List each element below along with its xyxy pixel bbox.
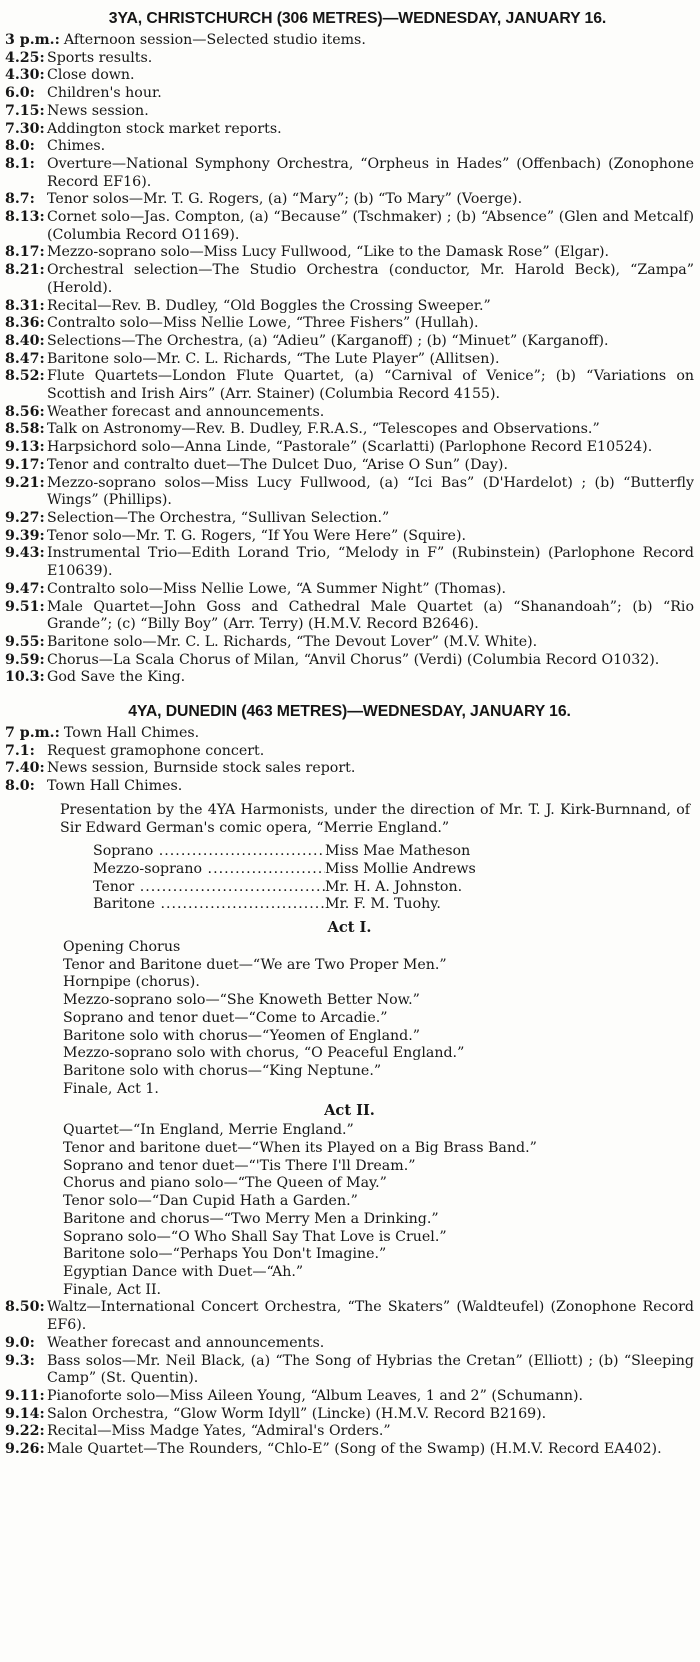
item-description: Selection—The Orchestra, “Sullivan Selection.”	[47, 509, 390, 526]
item-description: Flute Quartets—London Flute Quartet, (a) “Carnival of Venice”; (b) “Variations on Scottish and Irish Airs” (Arr. Stainer) (Columbia Record 4155).	[47, 368, 694, 403]
item-description: News session, Burnside stock sales report.	[47, 760, 356, 777]
item-description: Recital—Miss Madge Yates, “Admiral's Orders.”	[47, 1423, 391, 1440]
item-time: 9.47:	[5, 580, 45, 597]
act-item: Tenor and baritone duet—“When its Played on a Big Brass Band.”	[63, 1140, 537, 1157]
cast-singer: Miss Mae Matheson	[325, 843, 471, 860]
item-description: Tenor solos—Mr. T. G. Rogers, (a) “Mary”; (b) “To Mary” (Voerge).	[47, 191, 523, 208]
act-title: Act II.	[324, 1102, 375, 1120]
act-item: Soprano solo—“O Who Shall Say That Love is Cruel.”	[63, 1228, 447, 1245]
item-description: Weather forecast and announcements.	[47, 403, 325, 420]
act-item: Baritone solo with chorus—“Yeomen of England.”	[63, 1027, 421, 1044]
item-time: 10.3:	[5, 669, 45, 686]
programme-item	[5, 32, 694, 50]
act-title: Act I.	[327, 919, 372, 937]
cast-row	[93, 861, 694, 879]
programme-item	[5, 103, 694, 121]
act-item: Opening Chorus	[63, 939, 181, 956]
programme-item	[5, 315, 694, 333]
act-item: Soprano and tenor duet—“'Tis There I'll Dream.”	[63, 1157, 416, 1174]
item-description: Afternoon session—Selected studio items.	[63, 32, 366, 48]
programme-item	[5, 1423, 694, 1441]
presentation-note: Presentation by the 4YA Harmonists, under the direction of Mr. T. J. Kirk-Burnnand, of Sir Edward German's comic opera, “Merrie England.”	[60, 801, 690, 836]
programme-item	[5, 368, 694, 403]
station-heading-4ya: 4YA, DUNEDIN (463 METRES)—WEDNESDAY, JANUARY 16.	[128, 703, 571, 721]
item-time: 9.13:	[5, 439, 45, 456]
cast-row	[93, 896, 694, 914]
cast-role: Tenor .....	[93, 879, 325, 897]
programme-item	[5, 333, 694, 351]
item-time: 8.7:	[5, 191, 35, 208]
item-time: 7 p.m.:	[5, 725, 60, 742]
item-time: 9.26:	[5, 1441, 45, 1458]
item-description: Talk on Astronomy—Rev. B. Dudley, F.R.A.S., “Telescopes and Observations.”	[47, 421, 600, 438]
item-time: 8.0:	[5, 138, 35, 155]
programme-item	[5, 298, 694, 316]
programme-item	[5, 528, 694, 546]
act-item: Egyptian Dance with Duet—“Ah.”	[63, 1264, 304, 1280]
programme-item	[5, 1353, 694, 1388]
item-time: 9.43:	[5, 545, 45, 562]
programme-item	[5, 404, 694, 422]
item-description: Mezzo-soprano solos—Miss Lucy Fullwood, (a) “Ici Bas” (D'Hardelot) ; (b) “Butterfly Wings” (Phillips).	[47, 474, 694, 509]
item-description: Baritone solo—Mr. C. L. Richards, “The Lute Player” (Allitsen).	[47, 350, 500, 367]
cast-row	[93, 843, 694, 861]
item-time: 8.47:	[5, 350, 45, 367]
station-heading-3ya: 3YA, CHRISTCHURCH (306 METRES)—WEDNESDAY, JANUARY 16.	[108, 10, 607, 27]
item-description: God Save the King.	[47, 669, 186, 686]
item-time: 7.40:	[5, 760, 45, 777]
act-item: Baritone solo—“Perhaps You Don't Imagine.”	[63, 1246, 387, 1263]
item-description: Male Quartet—The Rounders, “Chlo-E” (Song of the Swamp) (H.M.V. Record EA402).	[47, 1441, 662, 1458]
programme-item	[5, 421, 694, 439]
item-time: 8.17:	[5, 244, 45, 261]
item-description: Close down.	[47, 67, 135, 84]
programme-item	[5, 599, 694, 634]
item-time: 8.40:	[5, 332, 45, 349]
item-time: 6.0:	[5, 85, 35, 102]
programme-item	[5, 1335, 694, 1353]
programme-item	[5, 1406, 694, 1424]
item-time: 8.21:	[5, 262, 45, 279]
item-time: 8.31:	[5, 297, 45, 314]
item-description: Town Hall Chimes.	[47, 778, 183, 795]
programme-item	[5, 191, 694, 209]
item-description: Addington stock market reports.	[47, 120, 282, 137]
programme-item	[5, 67, 694, 85]
item-time: 8.13:	[5, 209, 45, 226]
item-time: 4.25:	[5, 49, 45, 66]
programme-item	[5, 262, 694, 297]
item-time: 9.55:	[5, 633, 45, 650]
programme-item	[5, 209, 694, 244]
programme-item	[5, 760, 694, 778]
item-description: Baritone solo—Mr. C. L. Richards, “The Devout Lover” (M.V. White).	[47, 633, 538, 650]
act-item: Quartet—“In England, Merrie England.”	[63, 1122, 354, 1139]
act-item-list	[63, 1122, 694, 1299]
act-item: Hornpipe (chorus).	[63, 974, 200, 991]
programme-item	[5, 351, 694, 369]
item-time: 7.15:	[5, 102, 45, 119]
item-time: 9.21:	[5, 474, 45, 491]
item-description: Tenor and contralto duet—The Dulcet Duo, “Arise O Sun” (Day).	[47, 456, 508, 473]
item-description: Contralto solo—Miss Nellie Lowe, “A Summer Night” (Thomas).	[47, 580, 507, 597]
item-time: 8.0:	[5, 778, 35, 795]
programme-item	[5, 725, 694, 743]
act-item: Chorus and piano solo—“The Queen of May.”	[63, 1175, 387, 1192]
item-time: 3 p.m.:	[5, 32, 60, 48]
programme-item	[5, 652, 694, 670]
programme-item	[5, 743, 694, 761]
programme-item	[5, 581, 694, 599]
act-item: Soprano and tenor duet—“Come to Arcadie.”	[63, 1009, 388, 1026]
item-description: Tenor solo—Mr. T. G. Rogers, “If You Were Here” (Squire).	[47, 527, 467, 544]
act-item: Finale, Act II.	[63, 1281, 162, 1298]
programme-item	[5, 475, 694, 510]
programme-item	[5, 545, 694, 580]
item-time: 8.1:	[5, 155, 35, 172]
item-description: Children's hour.	[47, 85, 162, 102]
item-description: Town Hall Chimes.	[63, 725, 200, 742]
item-description: Request gramophone concert.	[47, 742, 265, 759]
item-description: Bass solos—Mr. Neil Black, (a) “The Song of Hybrias the Cretan” (Elliott) ; (b) “Sleeping Camp” (St. Quentin).	[47, 1352, 694, 1387]
programme-item	[5, 1299, 694, 1334]
item-description: Weather forecast and announcements.	[47, 1334, 325, 1351]
item-description: Mezzo-soprano solo—Miss Lucy Fullwood, “Like to the Damask Rose” (Elgar).	[47, 244, 609, 261]
item-description: Harpsichord solo—Anna Linde, “Pastorale” (Scarlatti) (Parlophone Record E10524).	[47, 439, 653, 456]
item-time: 9.59:	[5, 651, 45, 668]
item-description: Recital—Rev. B. Dudley, “Old Boggles the Crossing Sweeper.”	[47, 297, 491, 314]
act-item: Mezzo-soprano solo with chorus, “O Peaceful England.”	[63, 1045, 465, 1062]
item-time: 9.22:	[5, 1423, 45, 1440]
act-item: Tenor solo—“Dan Cupid Hath a Garden.”	[63, 1193, 358, 1210]
item-time: 4.30:	[5, 67, 45, 84]
programme-4ya-late	[5, 1299, 694, 1458]
act-item: Baritone and chorus—“Two Merry Men a Drinking.”	[63, 1210, 439, 1227]
act-item: Baritone solo with chorus—“King Neptune.”	[63, 1062, 382, 1079]
item-time: 7.1:	[5, 742, 35, 759]
programme-item	[5, 244, 694, 262]
item-time: 9.14:	[5, 1405, 45, 1422]
programme-item	[5, 778, 694, 796]
item-description: Pianoforte solo—Miss Aileen Young, “Album Leaves, 1 and 2” (Schumann).	[47, 1387, 584, 1404]
programme-item	[5, 85, 694, 103]
programme-item	[5, 457, 694, 475]
item-time: 9.0:	[5, 1334, 35, 1351]
cast-singer: Mr. F. M. Tuohy.	[325, 896, 441, 913]
programme-item	[5, 439, 694, 457]
item-time: 9.39:	[5, 527, 45, 544]
programme-item	[5, 138, 694, 156]
cast-list	[93, 843, 694, 914]
item-time: 7.30:	[5, 120, 45, 137]
item-description: News session.	[47, 102, 149, 119]
item-description: Sports results.	[47, 49, 153, 66]
item-time: 8.56:	[5, 403, 45, 420]
act-item: Mezzo-soprano solo—“She Knoweth Better Now.”	[63, 992, 420, 1009]
item-description: Cornet solo—Jas. Compton, (a) “Because” (Tschmaker) ; (b) “Absence” (Glen and Metcalf) (Columbia Record O1169).	[47, 209, 694, 243]
programme-item	[5, 50, 694, 68]
programme-item	[5, 510, 694, 528]
programme-item	[5, 156, 694, 191]
item-description: Chorus—La Scala Chorus of Milan, “Anvil Chorus” (Verdi) (Columbia Record O1032).	[47, 651, 660, 668]
item-time: 9.27:	[5, 509, 45, 526]
programme-4ya-early	[5, 725, 694, 796]
act-item: Tenor and Baritone duet—“We are Two Proper Men.”	[63, 956, 447, 973]
item-description: Waltz—International Concert Orchestra, “The Skaters” (Waldteufel) (Zonophone Record EF6).	[47, 1299, 694, 1334]
act-item: Finale, Act 1.	[63, 1080, 159, 1097]
programme-item	[5, 634, 694, 652]
item-time: 9.17:	[5, 456, 45, 473]
programme-item	[5, 1441, 694, 1459]
item-description: Male Quartet—John Goss and Cathedral Male Quartet (a) “Shanandoah”; (b) “Rio Grande”; (c) “Billy Boy” (Arr. Terry) (H.M.V. Record B2646).	[47, 598, 694, 633]
cast-singer: Mr. H. A. Johnston.	[325, 878, 463, 895]
opera-acts	[5, 918, 694, 1299]
cast-role: Mezzo-soprano .....	[93, 861, 325, 879]
item-description: Instrumental Trio—Edith Lorand Trio, “Melody in F” (Rubinstein) (Parlophone Record E10639).	[47, 545, 694, 580]
item-description: Orchestral selection—The Studio Orchestra (conductor, Mr. Harold Beck), “Zampa” (Herold).	[47, 262, 694, 296]
cast-singer: Miss Mollie Andrews	[325, 860, 476, 877]
act-item-list	[63, 939, 694, 1098]
item-description: Contralto solo—Miss Nellie Lowe, “Three Fishers” (Hullah).	[47, 315, 479, 332]
programme-item	[5, 669, 694, 687]
item-time: 8.36:	[5, 315, 45, 332]
cast-role: Soprano .....	[93, 843, 325, 861]
item-time: 9.51:	[5, 598, 45, 615]
item-description: Chimes.	[47, 138, 106, 155]
programme-3ya	[5, 32, 694, 687]
item-description: Selections—The Orchestra, (a) “Adieu” (Karganoff) ; (b) “Minuet” (Karganoff).	[47, 332, 609, 349]
cast-row	[93, 879, 694, 897]
item-time: 9.3:	[5, 1352, 35, 1369]
programme-item	[5, 121, 694, 139]
cast-role: Baritone .....	[93, 896, 325, 914]
programme-item	[5, 1388, 694, 1406]
item-time: 8.50:	[5, 1299, 45, 1316]
item-time: 8.58:	[5, 421, 45, 438]
item-time: 8.52:	[5, 368, 45, 385]
item-description: Overture—National Symphony Orchestra, “Orpheus in Hades” (Offenbach) (Zonophone Record EF16).	[47, 155, 694, 190]
item-time: 9.11:	[5, 1387, 45, 1404]
item-description: Salon Orchestra, “Glow Worm Idyll” (Lincke) (H.M.V. Record B2169).	[47, 1405, 547, 1422]
